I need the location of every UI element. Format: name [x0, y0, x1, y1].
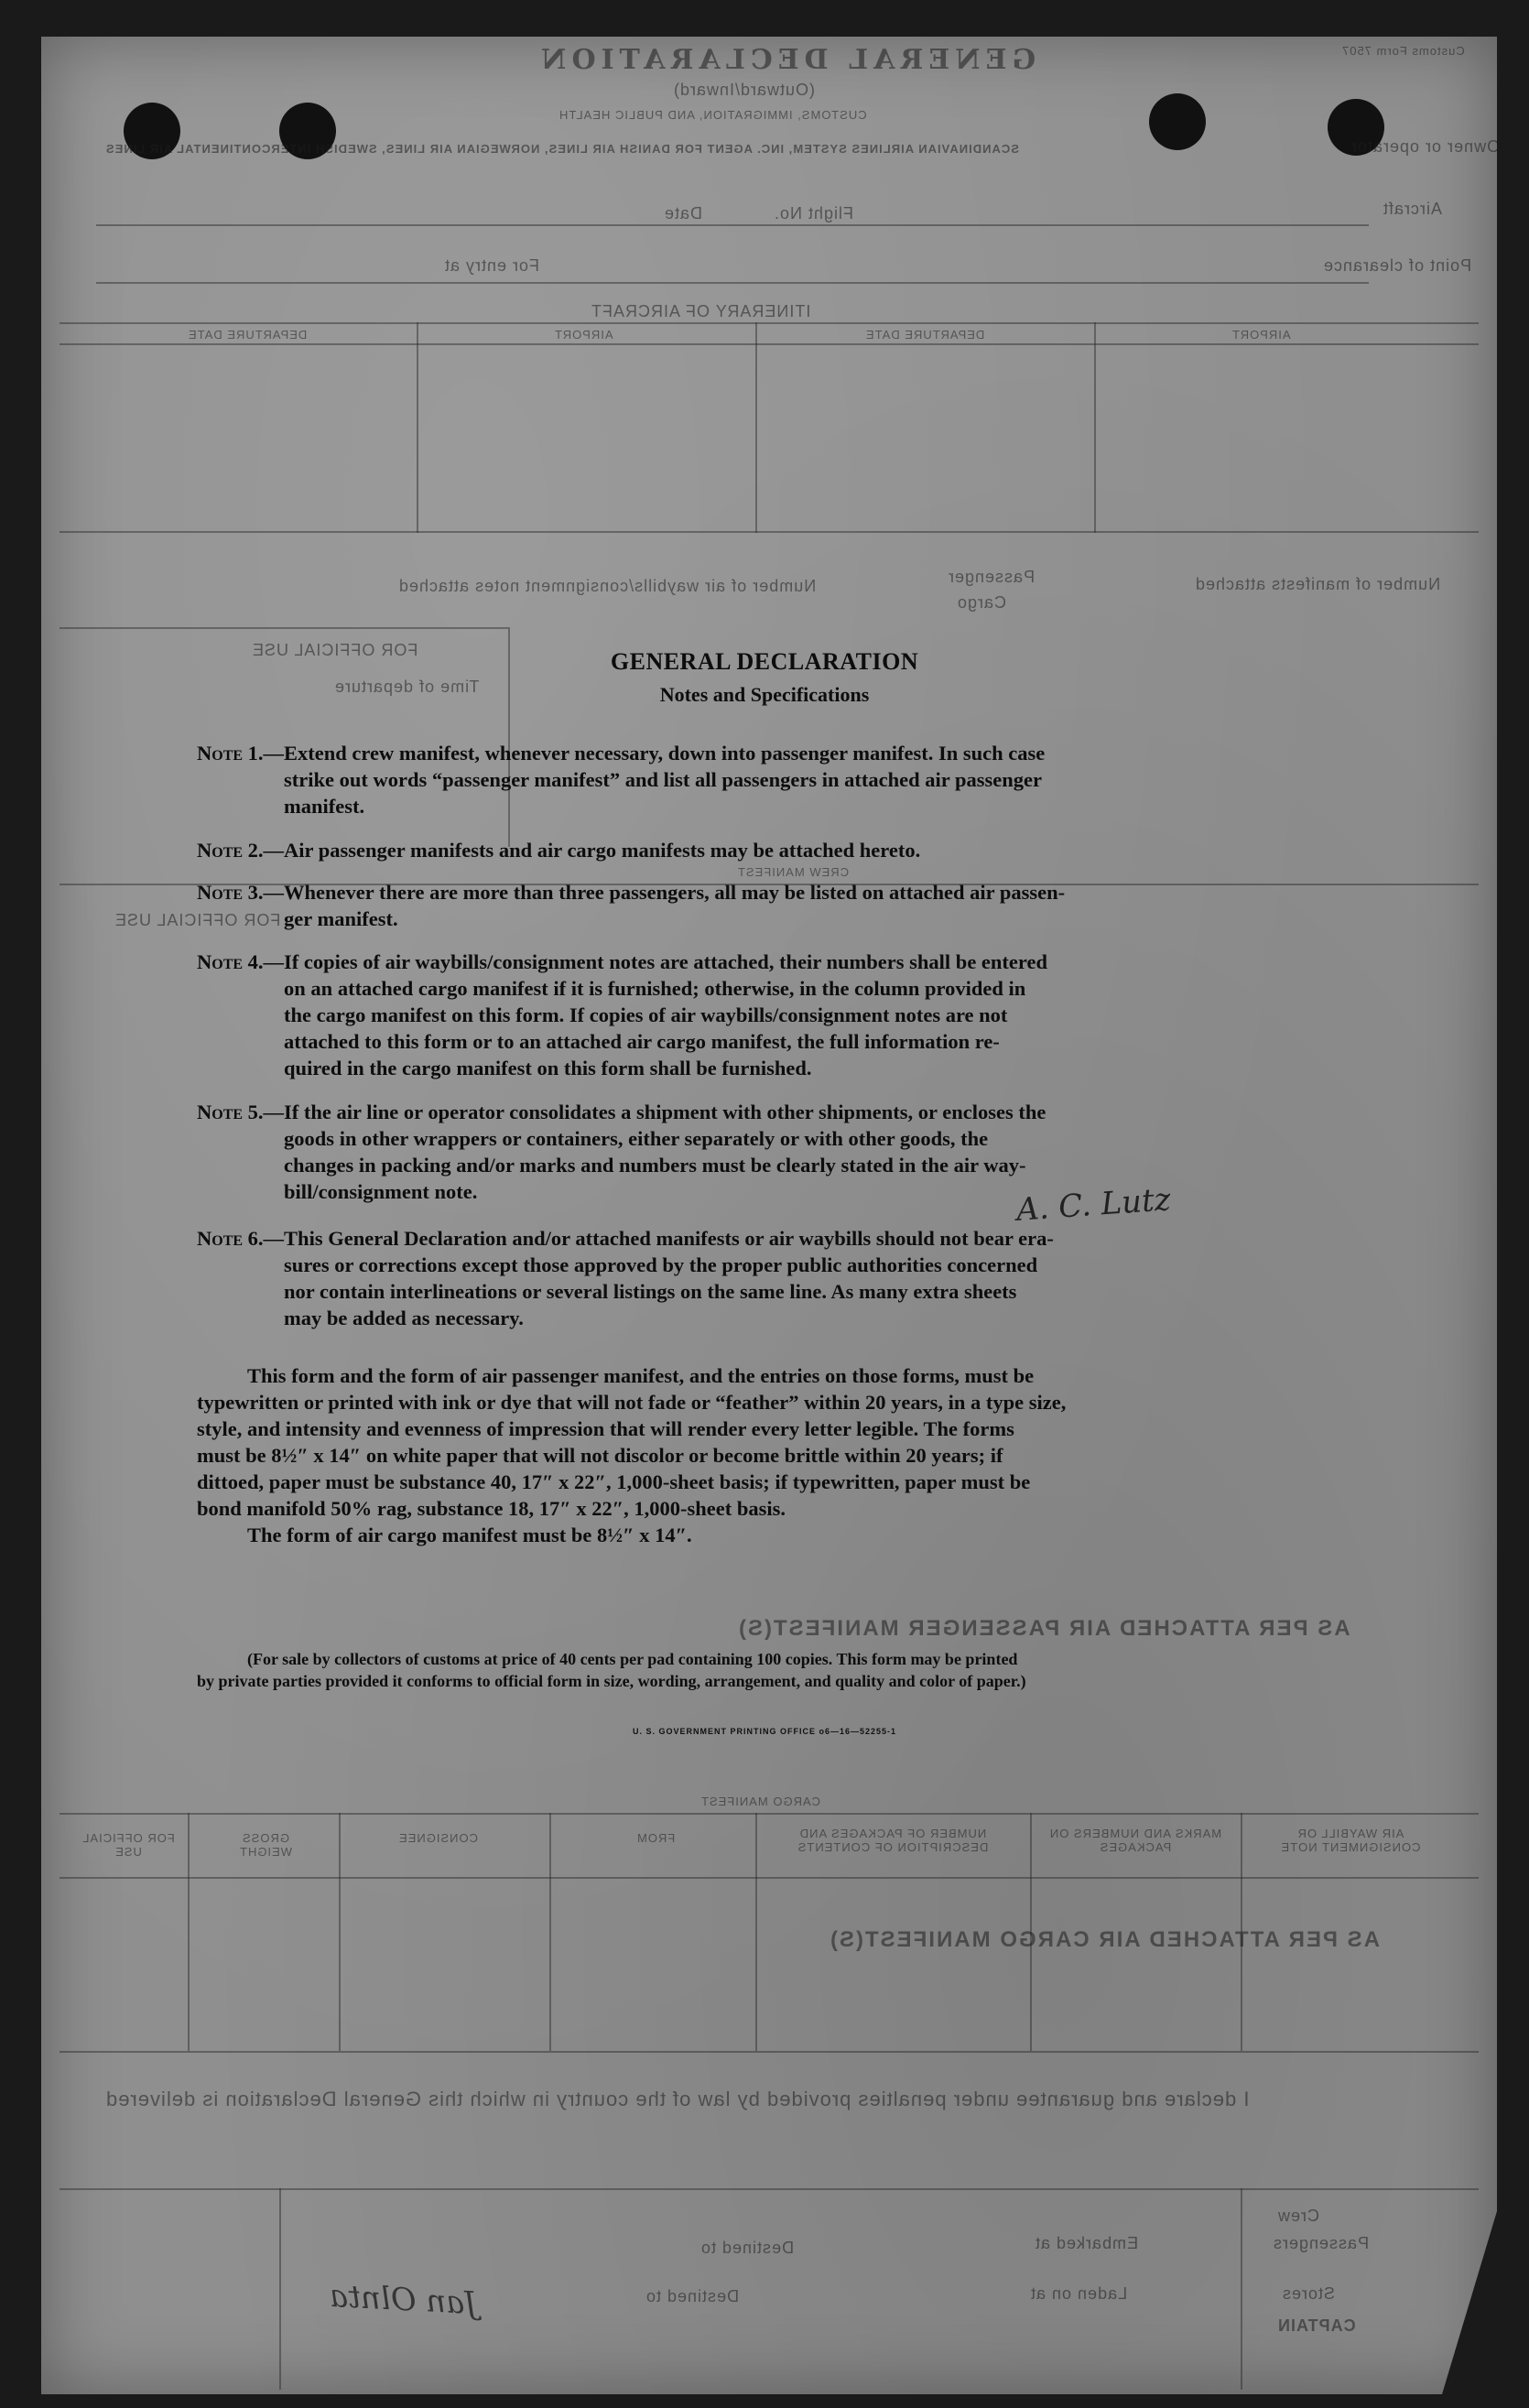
reverse-itinerary-col1: [417, 322, 418, 533]
reverse-entry-label: For entry at: [444, 256, 540, 275]
reverse-destined-label-1: Destined to: [700, 2239, 795, 2257]
reverse-cert-rule: [60, 2188, 1479, 2190]
note-1-line-3: manifest.: [284, 795, 365, 818]
printing-office-imprint: U. S. GOVERNMENT PRINTING OFFICE o6—16—52255-1: [632, 1727, 897, 1736]
note-6-label: Note 6.—: [197, 1227, 285, 1250]
reverse-cargo-col1: [188, 1813, 190, 2051]
reverse-itinerary-col3: [1094, 322, 1096, 533]
reverse-embarked-label: Embarked at: [1035, 2234, 1139, 2252]
reverse-cargo-head-7: FOR OFFICIAL USE: [81, 1831, 175, 1859]
torn-corner: [1442, 2211, 1497, 2394]
reverse-cargo-col2: [339, 1813, 341, 2051]
sale-note-line-1: (For sale by collectors of customs at price of 40 cents per pad containing 100 copies. This form may be printed: [247, 1650, 1018, 1668]
note-6-line-1: This General Declaration and/or attached manifests or air waybills should not bear era-: [284, 1227, 1054, 1250]
note-3-line-1: Whenever there are more than three passengers, all may be listed on attached air passen-: [284, 881, 1066, 904]
reverse-waybills-label: Number of air waybills/consignment notes attached: [398, 577, 817, 595]
note-2-label: Note 2.—: [197, 839, 285, 862]
note-4-line-1: If copies of air waybills/consignment notes are attached, their numbers shall be entered: [284, 950, 1047, 973]
para-line-7: The form of air cargo manifest must be 8½″ x 14″.: [247, 1524, 692, 1546]
note-3: [197, 879, 1341, 932]
reverse-official-box-top: [60, 627, 508, 629]
reverse-date-label: Date: [664, 204, 703, 222]
para-line-2: typewritten or printed with ink or dye that will not fade or “feather” within 20 years, in a type size,: [197, 1391, 1067, 1414]
note-3-text: [284, 879, 1341, 932]
reverse-captain-label: CAPTAIN: [1277, 2316, 1356, 2335]
reverse-itinerary-head-4: AIRPORT: [1231, 328, 1291, 342]
note-6-text: [284, 1225, 1341, 1331]
note-2: [197, 837, 1341, 863]
note-4: [197, 949, 1341, 1081]
form-specification-paragraph: [197, 1362, 1337, 1548]
reverse-cargo-table-top: [60, 1813, 1479, 1815]
reverse-cargo-head-5: CONSIGNEE: [398, 1831, 479, 1845]
reverse-passenger-manifest-stamp: AS PER ATTACHED AIR PASSENGER MANIFEST(S): [737, 1616, 1350, 1641]
reverse-time-departure: Time of departure: [334, 678, 480, 696]
note-3-label: Note 3.—: [197, 881, 285, 904]
reverse-itinerary-head-1: DEPARTURE DATE: [188, 328, 308, 342]
reverse-clearance-label: Point of clearance: [1323, 256, 1472, 275]
para-line-1: This form and the form of air passenger manifest, and the entries on those forms, must be: [247, 1364, 1035, 1387]
note-1-label: Note 1.—: [197, 742, 285, 765]
note-1-line-2: strike out words “passenger manifest” and list all passengers in attached air passenger: [284, 768, 1042, 791]
reverse-itinerary-head-3: DEPARTURE DATE: [865, 328, 985, 342]
reverse-cargo-head-2: MARKS AND NUMBERS ON PACKAGES: [1048, 1827, 1222, 1854]
reverse-cargo-head-1: AIR WAYBILL OR CONSIGNMENT NOTE: [1280, 1827, 1421, 1854]
reverse-cargo-head-rule: [60, 1877, 1479, 1879]
para-line-6: bond manifold 50% rag, substance 18, 17″ x 22″, 1,000-sheet basis.: [197, 1497, 786, 1520]
reverse-cargo-head-4: FROM: [636, 1831, 676, 1845]
reverse-agency: CUSTOMS, IMMIGRATION, AND PUBLIC HEALTH: [558, 108, 867, 122]
note-5-line-2: goods in other wrappers or containers, either separately or with other goods, the: [284, 1127, 989, 1150]
document-title: GENERAL DECLARATION: [610, 648, 919, 675]
reverse-operator-line: SCANDINAVIAN AIRLINES SYSTEM, INC. AGENT FOR DANISH AIR LINES, NORWEGIAN AIR LINES, SWEDISH INTERCONTINENTAL AIR LINES: [105, 142, 1019, 156]
note-4-line-4: attached to this form or to an attached air cargo manifest, the full information re-: [284, 1030, 1000, 1053]
note-2-line-1: Air passenger manifests and air cargo manifests may be attached hereto.: [284, 839, 921, 862]
note-4-text: [284, 949, 1341, 1081]
reverse-crew-manifest: CREW MANIFEST: [737, 865, 850, 879]
reverse-flight-label: Flight No.: [774, 204, 854, 222]
reverse-itinerary-head-rule: [60, 343, 1479, 345]
note-4-label: Note 4.—: [197, 950, 285, 973]
reverse-cargo-head-3: NUMBER OF PACKAGES AND DESCRIPTION OF CONTENTS: [797, 1827, 989, 1854]
reverse-certification: I declare and guarantee under penalties provided by law of the country in which this General Declaration is delivered: [105, 2088, 1250, 2110]
reverse-title: GENERAL DECLARATION: [536, 44, 1036, 76]
reverse-manifests-label: Number of manifests attached: [1195, 575, 1441, 593]
reverse-cargo-label: Cargo: [957, 593, 1007, 612]
note-4-line-3: the cargo manifest on this form. If copies of air waybills/consignment notes are not: [284, 1003, 1008, 1026]
reverse-subtitle: (Outward/Inward): [673, 81, 816, 99]
note-2-text: [284, 837, 1341, 863]
reverse-official-use-2: FOR OFFICIAL USE: [114, 911, 281, 929]
reverse-itinerary-label: ITINERARY OF AIRCRAFT: [591, 302, 811, 320]
document-subtitle: Notes and Specifications: [659, 683, 870, 706]
para-line-5: dittoed, paper must be substance 40, 17″ x 22″, 1,000-sheet basis; if typewritten, paper must be: [197, 1470, 1031, 1493]
note-5-label: Note 5.—: [197, 1101, 285, 1123]
note-1-text: [284, 740, 1341, 819]
note-5-line-1: If the air line or operator consolidates a shipment with other shipments, or encloses the: [284, 1101, 1046, 1123]
reverse-itinerary-bottom: [60, 531, 1479, 533]
reverse-stores-label: Stores: [1282, 2284, 1336, 2303]
reverse-cargo-manifest-stamp: AS PER ATTACHED AIR CARGO MANIFEST(S): [829, 1927, 1380, 1952]
reverse-cargo-manifest-title: CARGO MANIFEST: [700, 1795, 821, 1808]
reverse-cargo-col4: [755, 1813, 757, 2051]
sale-note: [197, 1648, 1337, 1692]
para-line-4: must be 8½″ x 14″ on white paper that will not discolor or become brittle within 20 years; if: [197, 1444, 1003, 1467]
note-5-line-3: changes in packing and/or marks and numbers must be clearly stated in the air way-: [284, 1154, 1026, 1177]
note-6: [197, 1225, 1341, 1331]
reverse-destined-label-2: Destined to: [645, 2287, 740, 2305]
reverse-owner-label: Owner or operator: [1350, 137, 1501, 156]
reverse-cargo-head-6: GROSS WEIGHT: [239, 1831, 292, 1859]
para-line-3: style, and intensity and evenness of impression that will render every letter legible. The forms: [197, 1417, 1014, 1440]
sale-note-line-2: by private parties provided it conforms to official form in size, wording, arrangement, and quality and color of paper.): [197, 1672, 1026, 1690]
reverse-crew-col: [1241, 2188, 1242, 2390]
reverse-passengers-label: Passengers: [1273, 2234, 1370, 2252]
note-1: [197, 740, 1341, 819]
reverse-crew-label: Crew: [1277, 2207, 1320, 2225]
signature-bottom: Jan Olnta: [329, 2277, 479, 2323]
document-sheet: [41, 37, 1501, 2394]
reverse-laden-label: Laden on at: [1030, 2284, 1128, 2303]
note-5-text: [284, 1099, 1341, 1205]
note-3-line-2: ger manifest.: [284, 907, 398, 930]
reverse-itinerary-head-2: AIRPORT: [554, 328, 613, 342]
reverse-itinerary-top: [60, 322, 1479, 324]
note-4-line-5: quired in the cargo manifest on this form shall be furnished.: [284, 1057, 812, 1079]
reverse-cargo-table-bottom: [60, 2051, 1479, 2053]
reverse-cargo-col3: [549, 1813, 551, 2051]
note-6-line-4: may be added as necessary.: [284, 1307, 524, 1329]
reverse-aircraft-rule: [96, 224, 1369, 226]
note-5-line-4: bill/consignment note.: [284, 1180, 478, 1203]
reverse-passenger-label: Passenger: [948, 568, 1036, 586]
note-1-line-1: Extend crew manifest, whenever necessary, down into passenger manifest. In such case: [284, 742, 1046, 765]
signature-mid: A. C. Lutz: [1014, 1181, 1172, 1229]
note-4-line-2: on an attached cargo manifest if it is furnished; otherwise, in the column provided in: [284, 977, 1026, 1000]
reverse-official-use: FOR OFFICIAL USE: [252, 641, 418, 659]
punch-hole-center-right: [1149, 93, 1206, 150]
reverse-aircraft-label: Aircraft: [1383, 200, 1443, 218]
note-6-line-2: sures or corrections except those approved by the proper public authorities concerned: [284, 1253, 1038, 1276]
reverse-sig-col: [279, 2188, 281, 2390]
note-6-line-3: nor contain interlineations or several listings on the same line. As many extra sheets: [284, 1280, 1017, 1303]
reverse-form-number: Customs Form 7507: [1341, 44, 1465, 58]
reverse-clearance-rule: [96, 282, 1369, 284]
reverse-itinerary-col2: [755, 322, 757, 533]
